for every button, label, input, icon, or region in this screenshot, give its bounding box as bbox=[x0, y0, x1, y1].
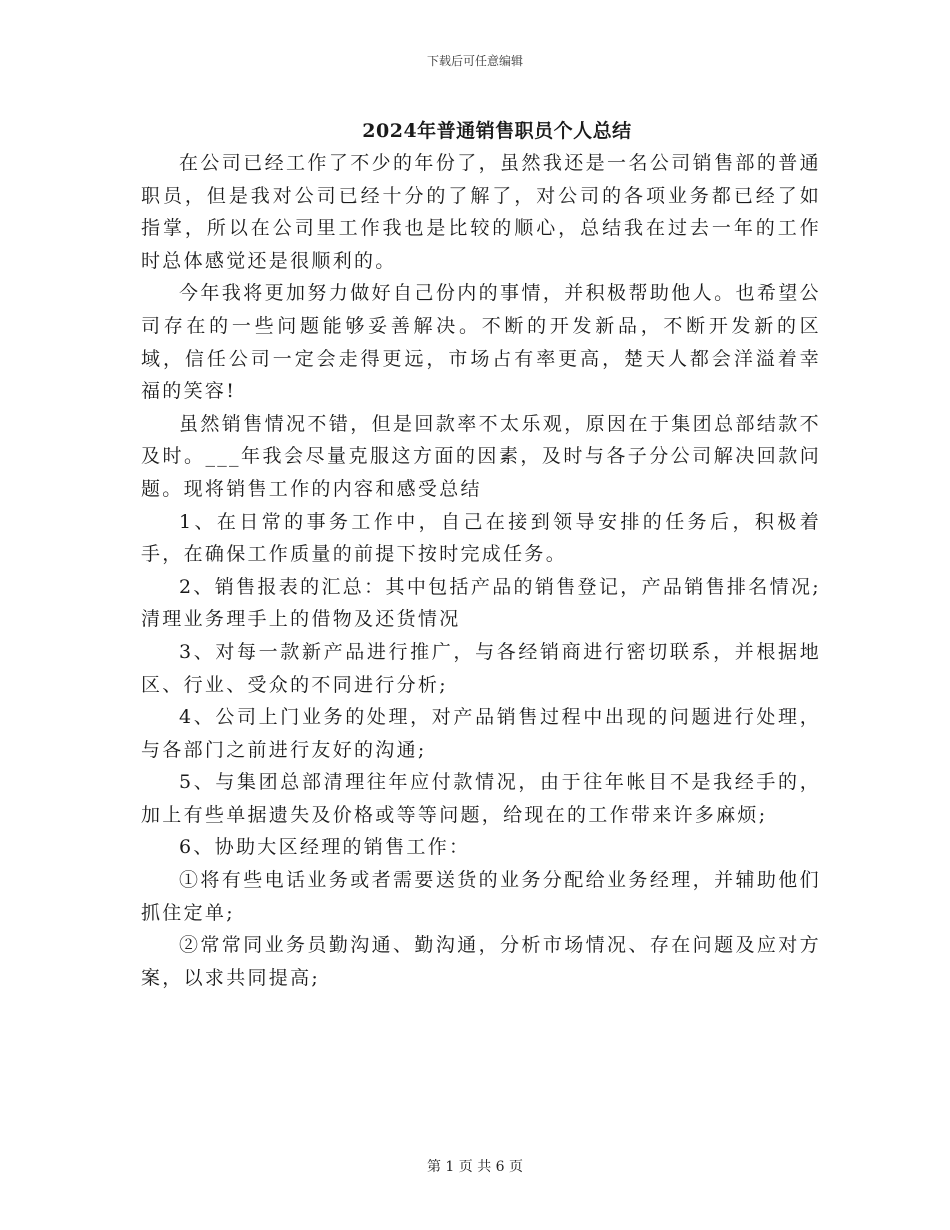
paragraph: 虽然销售情况不错，但是回款率不太乐观，原因在于集团总部结款不及时。___年我会尽量克服这方面的因素，及时与各子分公司解决回款问题。现将销售工作的内容和感受总结 bbox=[141, 412, 821, 500]
list-item: 5、与集团总部清理往年应付款情况，由于往年帐目不是我经手的，加上有些单据遗失及价格或等等问题，给现在的工作带来许多麻烦; bbox=[141, 771, 821, 826]
document-body bbox=[141, 147, 821, 994]
sub-list-item: ①将有些电话业务或者需要送货的业务分配给业务经理，并辅助他们抓住定单; bbox=[141, 869, 821, 924]
document-title: 2024年普通销售职员个人总结 bbox=[362, 120, 632, 142]
paragraph: 在公司已经工作了不少的年份了，虽然我还是一名公司销售部的普通职员，但是我对公司已经十分的了解了，对公司的各项业务都已经了如指掌，所以在公司里工作我也是比较的顺心，总结我在过去一年的工作时总体感觉还是很顺利的。 bbox=[141, 152, 821, 272]
list-item: 1、在日常的事务工作中，自己在接到领导安排的任务后，积极着手，在确保工作质量的前提下按时完成任务。 bbox=[141, 510, 821, 566]
sub-list-item: ②常常同业务员勤沟通、勤沟通，分析市场情况、存在问题及应对方案，以求共同提高; bbox=[141, 934, 821, 989]
page-header: 下载后可任意编辑 bbox=[426, 54, 523, 68]
list-item: 6、协助大区经理的销售工作： bbox=[179, 836, 471, 859]
list-item: 3、对每一款新产品进行推广，与各经销商进行密切联系，并根据地区、行业、受众的不同进行分析; bbox=[141, 640, 821, 696]
paragraph: 今年我将更加努力做好自己份内的事情，并积极帮助他人。也希望公司存在的一些问题能够妥善解决。不断的开发新品，不断开发新的区域，信任公司一定会走得更远，市场占有率更高，楚天人都会洋溢着幸福的笑容! bbox=[141, 282, 821, 403]
list-item: 2、销售报表的汇总：其中包括产品的销售登记，产品销售排名情况;清理业务理手上的借物及还货情况 bbox=[141, 575, 821, 631]
page-footer: 第 1 页 共 6 页 bbox=[426, 1159, 524, 1175]
list-item: 4、公司上门业务的处理，对产品销售过程中出现的问题进行处理，与各部门之前进行友好的沟通; bbox=[141, 706, 821, 761]
